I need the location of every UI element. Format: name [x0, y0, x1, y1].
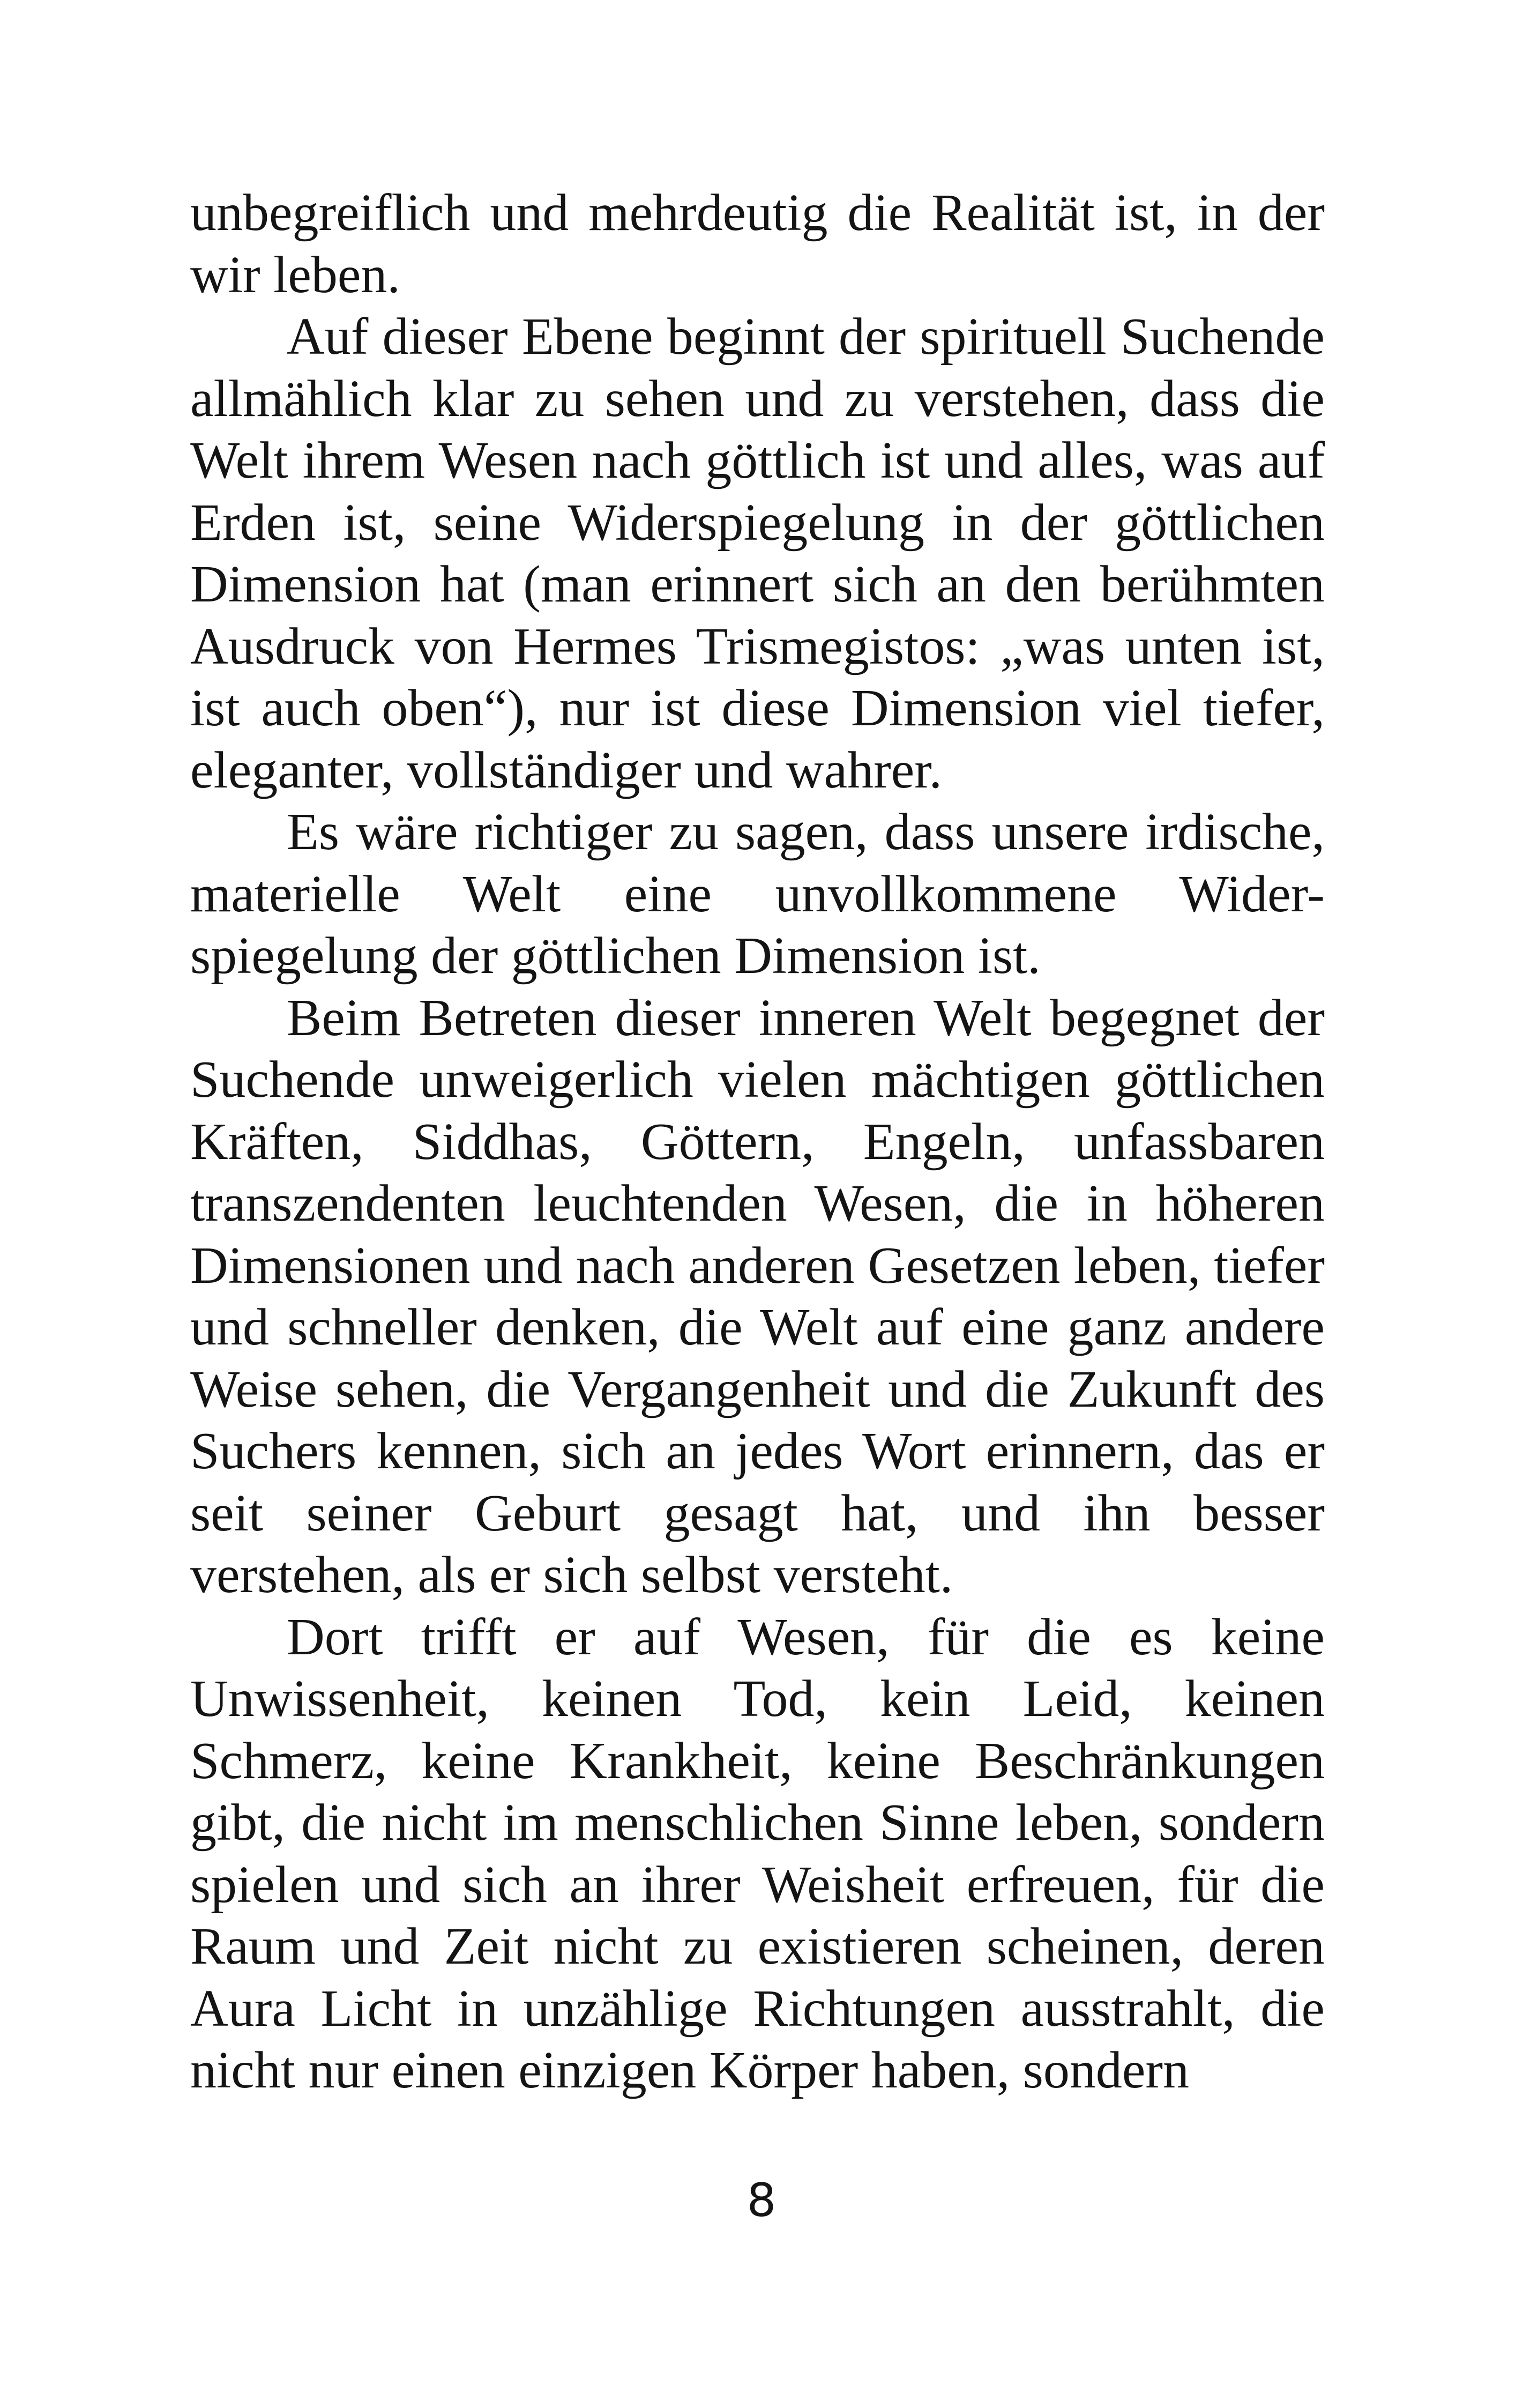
- page-number: 8: [746, 2174, 777, 2227]
- paragraph: Es wäre richtiger zu sagen, dass unsere irdische, materielle Welt eine unvollkommene Wider-spiegelung der göttlichen Dimension ist.: [190, 803, 1325, 985]
- paragraph: Dort trifft er auf Wesen, für die es keine Unwissenheit, keinen Tod, kein Leid, keinen Schmerz, keine Krankheit, keine Beschränkungen gibt, die nicht im menschlichen Sinne leben, sondern spielen und sich an ihrer Weisheit erfreuen, für die Raum und Zeit nicht zu existieren scheinen, deren Aura Licht in unzählige Richtungen ausstrahlt, die nicht nur einen einzigen Körper haben, sondern: [190, 1608, 1325, 2099]
- paragraph-continuation: unbegreiflich und mehrdeutig die Realität ist, in der wir leben.: [190, 184, 1325, 304]
- body-text: [190, 182, 1325, 2102]
- paragraph: Auf dieser Ebene beginnt der spirituell Suchende allmählich klar zu sehen und zu verstehen, dass die Welt ihrem Wesen nach göttlich ist und alles, was auf Erden ist, seine Widerspiegelung in der göttlichen Dimension hat (man erinnert sich an den berühmten Ausdruck von Hermes Trismegistos: „was unten ist, ist auch oben“), nur ist diese Dimension viel tiefer, eleganter, vollständiger und wahrer.: [190, 308, 1325, 799]
- paragraph: Beim Betreten dieser inneren Welt begegnet der Suchende unweigerlich vielen mächtigen göttlichen Kräften, Siddhas, Göttern, Engeln, unfassbaren transzendenten leuchtenden Wesen, die in höheren Dimensionen und nach anderen Gesetzen leben, tiefer und schneller denken, die Welt auf eine ganz andere Weise sehen, die Vergangenheit und die Zukunft des Suchers kennen, sich an jedes Wort erinnern, das er seit seiner Geburt gesagt hat, und ihn besser verstehen, als er sich selbst versteht.: [190, 989, 1325, 1604]
